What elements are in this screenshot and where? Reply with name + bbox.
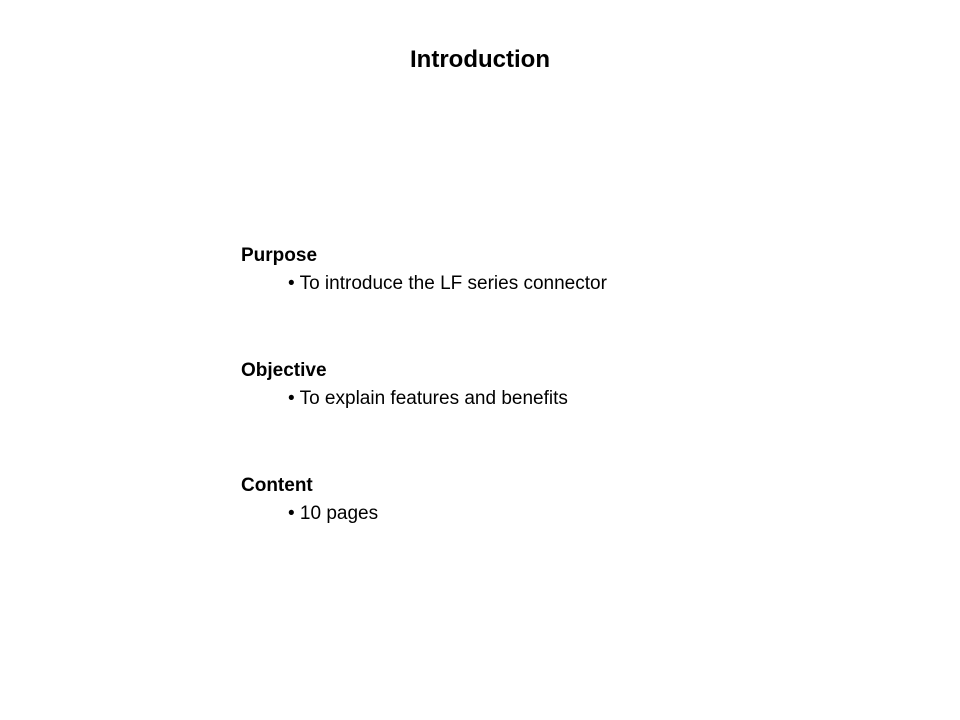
content-bullet: • 10 pages [288, 503, 379, 524]
section-objective [241, 357, 841, 413]
content-heading: Content [241, 475, 313, 496]
objective-bullet: • To explain features and benefits [288, 388, 568, 409]
objective-heading: Objective [241, 360, 327, 381]
slide-title: Introduction [410, 46, 550, 73]
purpose-heading: Purpose [241, 245, 318, 266]
section-content [241, 472, 841, 528]
section-purpose [241, 242, 841, 298]
purpose-bullet: • To introduce the LF series connector [288, 273, 607, 294]
